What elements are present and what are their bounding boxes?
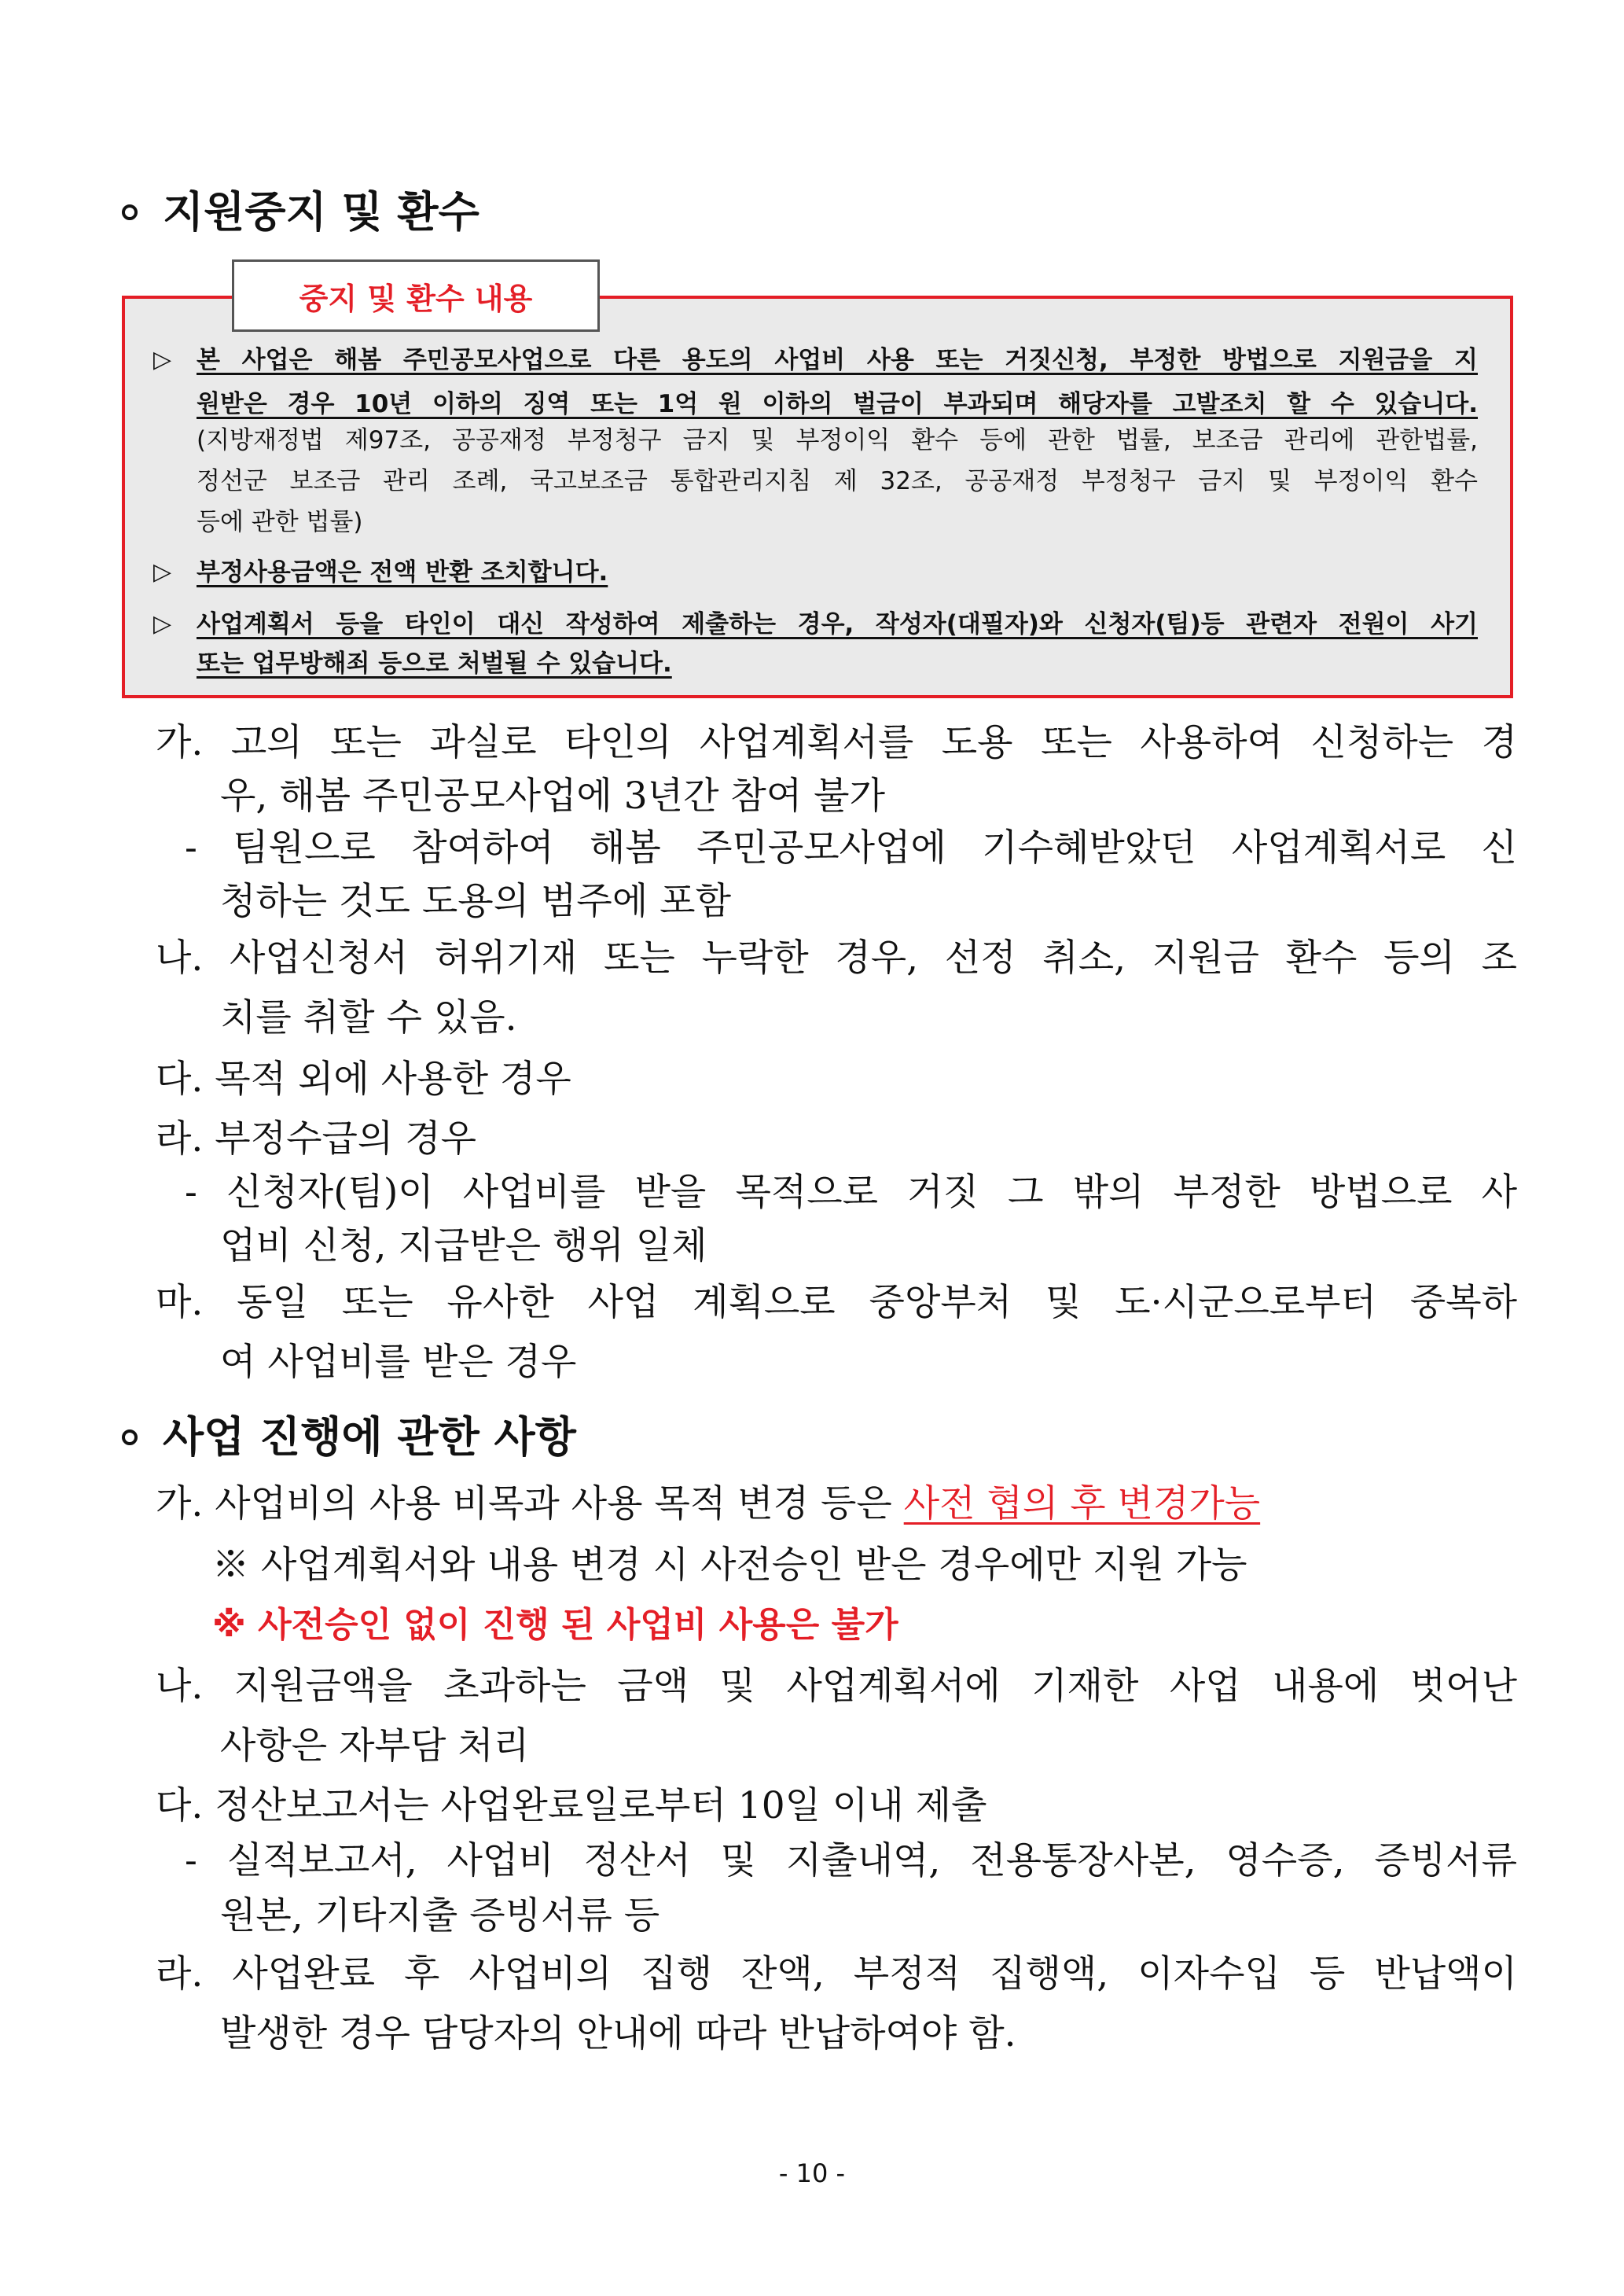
list-item-na: 나. 지원금액을 초과하는 금액 및 사업계획서에 기재한 사업 내용에 벗어난 [156,1665,1517,1708]
circle-bullet-icon [122,1429,138,1445]
list-item-ra: 라. 사업완료 후 사업비의 집행 잔액, 부정적 집행액, 이자수입 등 반납액이 [156,1952,1517,1996]
list-item-ga: 가. 고의 또는 과실로 타인의 사업계획서를 도용 또는 사용하여 신청하는 경 [156,721,1517,764]
section-title: 사업 진행에 관한 사항 [163,1412,576,1462]
section-heading-suspension [122,187,479,237]
circle-bullet-icon [122,204,138,220]
page-number: - 10 - [778,2158,846,2188]
list-item-na-cont: 치를 취할 수 있음. [220,996,517,1039]
list-item-na-cont: 사항은 자부담 처리 [220,1724,530,1768]
list-subitem: - 팀원으로 참여하여 해봄 주민공모사업에 기수혜받았던 사업계획서로 신 [185,826,1517,870]
list-item-da: 다. 목적 외에 사용한 경우 [156,1058,571,1101]
list-item-da: 다. 정산보고서는 사업완료일로부터 10일 이내 제출 [156,1784,987,1827]
list-subitem-cont: 청하는 것도 도용의 범주에 포함 [220,880,731,923]
list-item-ga [156,1478,1260,1530]
list-item-ra: 라. 부정수급의 경우 [156,1117,477,1161]
highlight-text: 사전 협의 후 변경가능 [903,1482,1261,1525]
notice-box-title: 중지 및 환수 내용 [232,259,600,332]
notice-line: (지방재정법 제97조, 공공재정 부정청구 금지 및 부정이익 환수 등에 관한 법률, 보조금 관리에 관한법률, [197,426,1478,454]
list-item-ga-cont: 우, 해봄 주민공모사업에 3년간 참여 불가 [220,775,885,818]
list-item-ra-cont: 발생한 경우 담당자의 안내에 따라 반납하여야 함. [220,2012,1016,2055]
triangle-bullet-icon: ▷ [153,610,172,638]
note-line-warning: ※ 사전승인 없이 진행 된 사업비 사용은 불가 [212,1605,898,1645]
notice-line: 부정사용금액은 전액 반환 조치합니다. [197,558,608,587]
triangle-bullet-icon: ▷ [153,346,172,373]
section-title: 지원중지 및 환수 [163,187,479,237]
note-line: ※ 사업계획서와 내용 변경 시 사전승인 받은 경우에만 지원 가능 [212,1544,1247,1587]
list-item-na: 나. 사업신청서 허위기재 또는 누락한 경우, 선정 취소, 지원금 환수 등의 조 [156,936,1517,980]
list-item-ma: 마. 동일 또는 유사한 사업 계획으로 중앙부처 및 도·시군으로부터 중복하 [156,1281,1517,1324]
list-item-ma-cont: 여 사업비를 받은 경우 [220,1341,577,1384]
notice-line: 정선군 보조금 관리 조례, 국고보조금 통합관리지침 제 32조, 공공재정 부정청구 금지 및 부정이익 환수 [197,467,1478,495]
list-subitem: - 실적보고서, 사업비 정산서 및 지출내역, 전용통장사본, 영수증, 증빙서류 [185,1839,1517,1882]
notice-line: 원받은 경우 10년 이하의 징역 또는 1억 원 이하의 벌금이 부과되며 해당자를 고발조치 할 수 있습니다. [197,390,1478,418]
section-heading-progress [122,1412,576,1463]
triangle-bullet-icon: ▷ [153,558,172,586]
notice-line: 또는 업무방해죄 등으로 처벌될 수 있습니다. [197,649,672,678]
list-subitem-cont: 원본, 기타지출 증빙서류 등 [220,1894,660,1937]
notice-line: 등에 관한 법률) [197,508,363,536]
notice-line: 사업계획서 등을 타인이 대신 작성하여 제출하는 경우, 작성자(대필자)와 신청자(팀)등 관련자 전원이 사기 [197,610,1478,638]
notice-line: 본 사업은 해봄 주민공모사업으로 다른 용도의 사업비 사용 또는 거짓신청, 부정한 방법으로 지원금을 지 [197,346,1478,374]
list-item-text: 가. 사업비의 사용 비목과 사용 목적 변경 등은 [156,1482,904,1525]
list-subitem-cont: 업비 신청, 지급받은 행위 일체 [220,1224,707,1268]
list-subitem: - 신청자(팀)이 사업비를 받을 목적으로 거짓 그 밖의 부정한 방법으로 사 [185,1171,1517,1214]
